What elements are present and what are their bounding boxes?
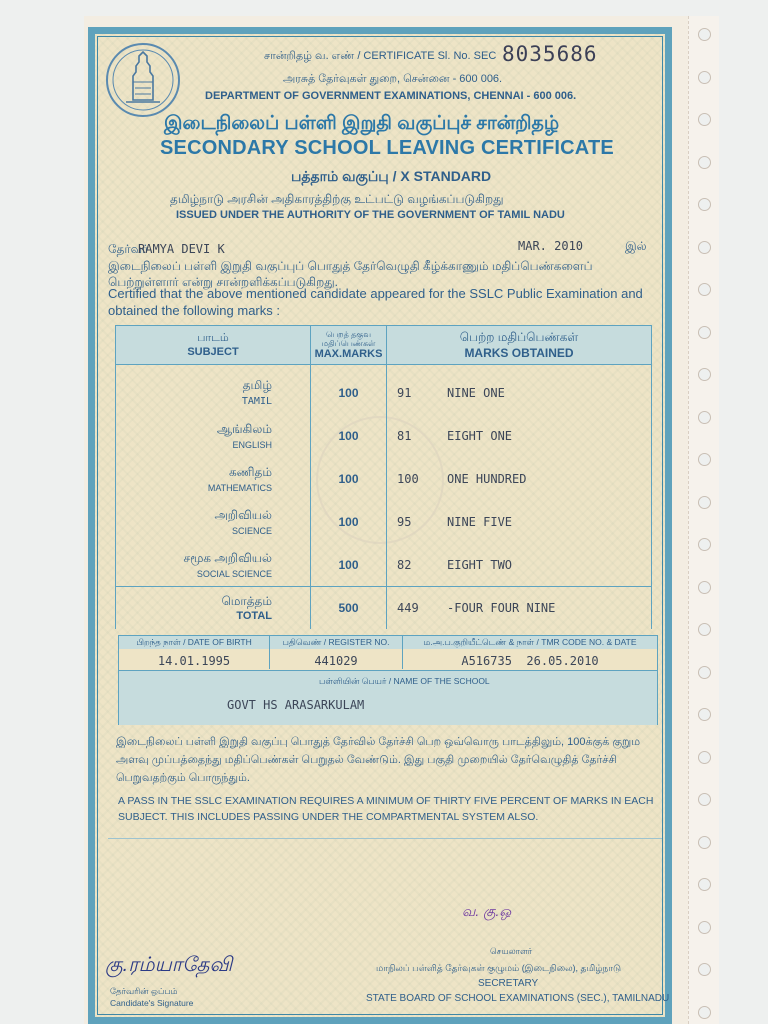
- perforation-hole: [698, 623, 711, 636]
- subject-name-english: MATHEMATICS: [207, 482, 272, 493]
- perforation-hole: [698, 71, 711, 84]
- perforation-hole: [698, 411, 711, 424]
- perforation-hole: [698, 113, 711, 126]
- max-marks-value: 100: [311, 414, 387, 457]
- marks-obtained-number: 81: [397, 428, 412, 443]
- school-name-label: பள்ளியின் பெயர் / NAME OF THE SCHOOL: [319, 676, 490, 686]
- perforation-hole: [698, 963, 711, 976]
- candidate-info-block: [118, 635, 658, 725]
- secretary-title-tamil: செயலாளர்: [490, 946, 533, 956]
- max-marks-value: 100: [311, 365, 387, 415]
- marks-obtained-words: NINE FIVE: [447, 514, 513, 529]
- total-row: [116, 587, 652, 630]
- candidate-label: தேர்வர்: [108, 242, 149, 256]
- marks-obtained-words: ONE HUNDRED: [447, 471, 527, 486]
- subject-name-tamil: தமிழ்: [242, 378, 272, 392]
- subject-name-english: TAMIL: [241, 396, 272, 407]
- candidate-suffix: இல்: [625, 239, 647, 253]
- authority-line-tamil: தமிழ்நாடு அரசின் அதிகாரத்திற்கு உட்பட்டு வழங்கப்படுகிறது: [170, 192, 504, 206]
- marks-table: [115, 325, 652, 629]
- date-of-birth: 14.01.1995: [157, 654, 231, 668]
- secretary-title-english: SECRETARY: [478, 978, 539, 989]
- section-divider: [108, 838, 662, 839]
- perforation-hole: [698, 836, 711, 849]
- perforation-hole: [698, 156, 711, 169]
- candidate-signature: கு.ரம்யாதேவி: [105, 954, 233, 976]
- school-name: GOVT HS ARASARKULAM: [227, 698, 365, 712]
- subject-name-tamil: கணிதம்: [229, 464, 272, 479]
- subject-name-english: SCIENCE: [231, 525, 272, 536]
- tmr-code: A516735: [461, 654, 512, 668]
- certificate-title-english: SECONDARY SCHOOL LEAVING CERTIFICATE: [160, 137, 614, 159]
- subject-header-tamil: பாடம்: [197, 332, 229, 344]
- max-marks-value: 100: [311, 457, 387, 500]
- certificate-serial-number: 8035686: [502, 42, 598, 66]
- marks-obtained-column-header: [387, 326, 652, 365]
- marks-obtained-header-tamil: பெற்ற மதிப்பெண்கள்: [459, 330, 579, 344]
- certificate-title-tamil: இடைநிலைப் பள்ளி இறுதி வகுப்புச் சான்றிதழ்: [164, 113, 560, 134]
- pass-rule-english: A PASS IN THE SSLC EXAMINATION REQUIRES A MINIMUM OF THIRTY FIVE PERCENT OF MARKS IN EACH SUBJECT. THIS INCLUDES PASSING UNDER THE COMPARTMENTAL SYSTEM ALSO.: [118, 795, 654, 823]
- max-marks-value: 100: [311, 500, 387, 543]
- subject-name-tamil: ஆங்கிலம்: [216, 421, 272, 436]
- perforation-hole: [698, 708, 711, 721]
- perforation-hole: [698, 878, 711, 891]
- perforation-hole: [698, 198, 711, 211]
- marks-obtained-words: EIGHT ONE: [447, 428, 513, 443]
- secretary-signature: வ. கு.ஒ: [462, 903, 512, 919]
- marks-obtained-words: EIGHT TWO: [447, 557, 513, 572]
- marks-obtained-number: 95: [397, 514, 412, 529]
- authority-line-english: ISSUED UNDER THE AUTHORITY OF THE GOVERNMENT OF TAMIL NADU: [176, 209, 565, 221]
- perforation-hole: [698, 368, 711, 381]
- perforation-hole: [698, 1006, 711, 1019]
- perforation-hole: [698, 28, 711, 41]
- marks-obtained-number: 82: [397, 557, 412, 572]
- subject-name-tamil: சமூக அறிவியல்: [183, 550, 272, 565]
- register-number: 441029: [314, 654, 358, 668]
- table-row: [116, 365, 652, 415]
- department-name-english: DEPARTMENT OF GOVERNMENT EXAMINATIONS, CHENNAI - 600 006.: [205, 90, 577, 102]
- department-name-tamil: அரசுத் தேர்வுகள் துறை, சென்னை - 600 006.: [283, 73, 503, 85]
- perforation-hole: [698, 921, 711, 934]
- certificate-serial-label: சான்றிதழ் வ. எண் / CERTIFICATE Sl. No. SEC: [264, 50, 497, 62]
- total-label-english: TOTAL: [236, 610, 272, 622]
- exam-session: MAR. 2010: [518, 239, 584, 253]
- subject-name-tamil: அறிவியல்: [214, 507, 272, 522]
- table-row: [116, 414, 652, 457]
- certification-paragraph-tamil: இடைநிலைப் பள்ளி இறுதி வகுப்புப் பொதுத் தேர்வெழுதி கீழ்க்காணும் மதிப்பெண்களைப் பெற்றுள்ளார் என்று சான்றளிக்கப்படுகிறது.: [108, 259, 593, 289]
- table-row: [116, 500, 652, 543]
- certification-paragraph-english: Certified that the above mentioned candidate appeared for the SSLC Public Examination and obtained the following marks :: [108, 286, 643, 318]
- total-marks-words: -FOUR FOUR NINE: [447, 601, 556, 615]
- perforation-hole: [698, 538, 711, 551]
- tamil-nadu-emblem-icon: [98, 42, 188, 118]
- tmr-code-label: ம.அ.ப.குறியீட்டெண் & நாள் / TMR CODE NO. & DATE: [403, 636, 657, 649]
- max-marks-header-tamil: பெறத் தகுவ மதிப்பெண்கள்: [321, 330, 376, 348]
- subject-header-english: SUBJECT: [187, 346, 239, 358]
- marks-obtained-number: 100: [397, 471, 419, 486]
- marks-obtained-number: 91: [397, 385, 412, 400]
- pass-rule-tamil: இடைநிலைப் பள்ளி இறுதி வகுப்பு பொதுத் தேர்வில் தேர்ச்சி பெற ஒவ்வொரு பாடத்திலும், 100க்குக் குறும அளவு முப்பத்தைந்து மதிப்பெண்கள் பெறுதல் வேண்டும். இது பகுதி முறையில் தேர்வெழுதித் தேர்ச்சி பெறுவதற்கும் பொருந்தும்.: [116, 736, 641, 784]
- marks-obtained-words: NINE ONE: [447, 385, 505, 400]
- perforation-hole: [698, 793, 711, 806]
- subject-name-english: SOCIAL SCIENCE: [196, 568, 272, 579]
- perforation-hole: [698, 453, 711, 466]
- max-marks-column-header: [311, 326, 387, 365]
- tmr-date: 26.05.2010: [526, 654, 599, 668]
- board-name-tamil: மாநிலப் பள்ளித் தேர்வுகள் குழுமம் (இடைநிலை), தமிழ்நாடு: [376, 963, 622, 973]
- total-label-tamil: மொத்தம்: [221, 594, 272, 608]
- perforation-hole: [698, 496, 711, 509]
- marks-table-header: [116, 326, 652, 365]
- perforation-hole: [698, 581, 711, 594]
- perforation-hole: [698, 666, 711, 679]
- register-no-label: பதிவெண் / REGISTER NO.: [270, 636, 403, 649]
- perforation-hole: [698, 283, 711, 296]
- candidate-signature-label-english: Candidate's Signature: [110, 998, 194, 1008]
- max-marks-value: 100: [311, 543, 387, 587]
- board-name-english: STATE BOARD OF SCHOOL EXAMINATIONS (SEC.), TAMILNADU: [366, 993, 670, 1004]
- total-max-marks: 500: [311, 587, 387, 630]
- table-row: [116, 543, 652, 587]
- perforation-hole: [698, 326, 711, 339]
- candidate-signature-label-tamil: தேர்வரின் ஒப்பம்: [110, 986, 178, 996]
- subject-name-english: ENGLISH: [232, 439, 272, 450]
- candidate-name: RAMYA DEVI K: [138, 242, 225, 256]
- subject-column-header: [116, 326, 311, 365]
- max-marks-header-english: MAX.MARKS: [314, 348, 383, 360]
- dob-label: பிறந்த நாள் / DATE OF BIRTH: [119, 636, 270, 649]
- tmr-code-and-date: [403, 654, 657, 668]
- marks-obtained-header-english: MARKS OBTAINED: [464, 346, 574, 360]
- perforation-hole: [698, 241, 711, 254]
- perforation-hole: [698, 751, 711, 764]
- standard-label: பத்தாம் வகுப்பு / X STANDARD: [291, 168, 492, 184]
- total-marks-obtained: 449: [397, 601, 419, 615]
- table-row: [116, 457, 652, 500]
